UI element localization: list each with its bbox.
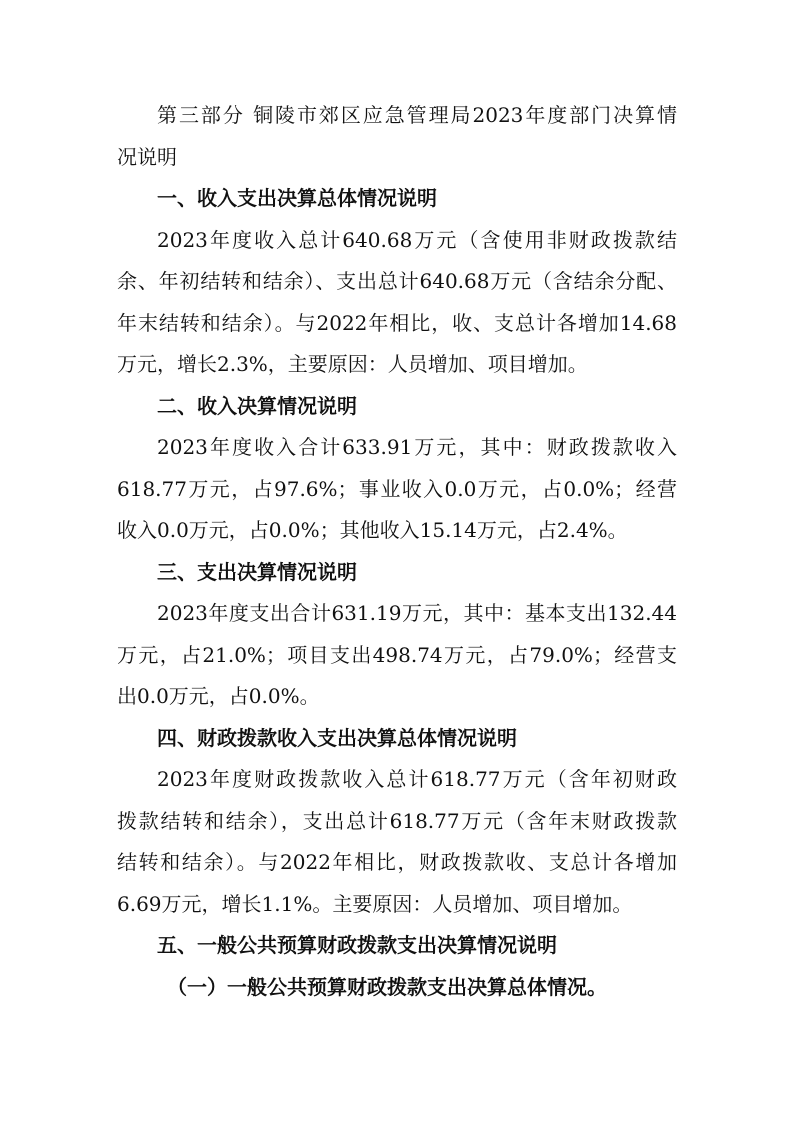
section-heading-5: 五、一般公共预算财政拨款支出决算情况说明 [157, 933, 557, 957]
paragraph-line: 结转和结余）。与2022年相比，财政拨款收、支总计各增加 [117, 850, 677, 874]
document-title-line-2: 况说明 [117, 144, 177, 169]
section-heading-4: 四、财政拨款收入支出决算总体情况说明 [157, 725, 517, 750]
paragraph-line: 收入0.0万元，占0.0%；其他收入15.14万元，占2.4%。 [117, 518, 628, 542]
section-heading-2: 二、收入决算情况说明 [157, 393, 357, 418]
document-page [117, 95, 677, 1008]
paragraph-line: 年末结转和结余）。与2022年相比，收、支总计各增加14.68 [117, 310, 677, 335]
paragraph-line: 2023年度收入总计640.68万元（含使用非财政拨款结 [157, 227, 677, 252]
paragraph-line: 万元，占21.0%；项目支出498.74万元，占79.0%；经营支 [117, 642, 677, 667]
paragraph-line: 618.77万元，占97.6%；事业收入0.0万元，占0.0%；经营 [117, 476, 677, 501]
paragraph-line: 万元，增长2.3%，主要原因：人员增加、项目增加。 [117, 352, 588, 376]
paragraph-line: 2023年度支出合计631.19万元，其中：基本支出132.44 [157, 601, 677, 625]
subsection-heading: （一）一般公共预算财政拨款支出决算总体情况。 [167, 974, 607, 999]
paragraph-line: 余、年初结转和结余）、支出总计640.68万元（含结余分配、 [117, 269, 677, 293]
paragraph-line: 6.69万元，增长1.1%。主要原因：人员增加、项目增加。 [117, 891, 633, 916]
paragraph-line: 拨款结转和结余），支出总计618.77万元（含年末财政拨款 [117, 808, 677, 833]
paragraph-line: 2023年度收入合计633.91万元，其中：财政拨款收入 [157, 435, 677, 459]
section-heading-3: 三、支出决算情况说明 [157, 559, 357, 584]
document-title-line-1: 第三部分 铜陵市郊区应急管理局2023年度部门决算情 [157, 103, 677, 127]
paragraph-line: 出0.0万元，占0.0%。 [117, 684, 320, 708]
paragraph-line: 2023年度财政拨款收入总计618.77万元（含年初财政 [157, 767, 677, 791]
section-heading-1: 一、收入支出决算总体情况说明 [157, 186, 437, 210]
